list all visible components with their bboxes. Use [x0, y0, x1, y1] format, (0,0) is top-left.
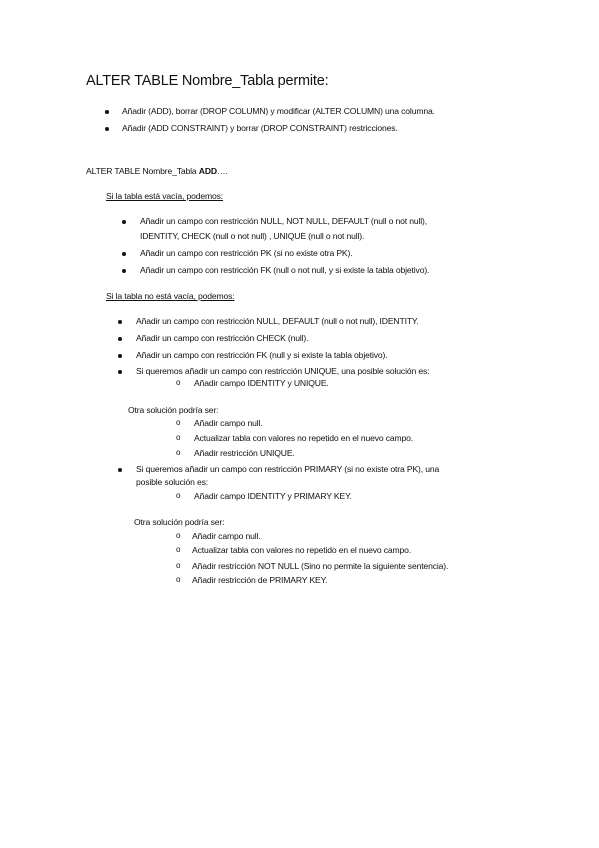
page-title: ALTER TABLE Nombre_Tabla permite: — [86, 73, 329, 89]
bullet-dot — [122, 220, 126, 224]
empty-item: Añadir un campo con restricción PK (si no existe otra PK). — [140, 248, 353, 258]
primary-item-continued: posible solución es: — [136, 477, 209, 487]
nonempty-item: Añadir un campo con restricción FK (null y si existe la tabla objetivo). — [136, 350, 388, 360]
nonempty-item: Añadir un campo con restricción CHECK (null). — [136, 333, 309, 343]
unique-sub-item: Añadir campo IDENTITY y UNIQUE. — [194, 378, 329, 388]
primary-alt-item: Añadir restricción NOT NULL (Sino no permite la siguiente sentencia). — [192, 561, 449, 571]
primary-alt-item: Añadir restricción de PRIMARY KEY. — [192, 575, 328, 585]
primary-item: Si queremos añadir un campo con restricción PRIMARY (si no existe otra PK), una — [136, 464, 440, 474]
nonempty-item: Añadir un campo con restricción NULL, DEFAULT (null o not null), IDENTITY. — [136, 316, 419, 326]
sub-bullet-icon: o — [176, 531, 181, 540]
bullet-dot — [118, 337, 122, 341]
intro-item: Añadir (ADD CONSTRAINT) y borrar (DROP CONSTRAINT) restricciones. — [122, 123, 398, 133]
primary-sub-item: Añadir campo IDENTITY y PRIMARY KEY. — [194, 491, 352, 501]
sub-bullet-icon: o — [176, 575, 181, 584]
sub-bullet-icon: o — [176, 491, 181, 500]
bullet-dot — [122, 269, 126, 273]
syntax-suffix: …. — [216, 166, 228, 176]
syntax-line — [86, 166, 228, 176]
bullet-dot — [105, 110, 109, 114]
empty-item: Añadir un campo con restricción FK (null o not null, y si existe la tabla objetivo). — [140, 265, 430, 275]
primary-alt-item: Actualizar tabla con valores no repetido en el nuevo campo. — [192, 545, 412, 555]
unique-alt-item: Añadir campo null. — [194, 418, 263, 428]
empty-item-continued: IDENTITY, CHECK (null o not null) , UNIQUE (null o not null). — [140, 231, 365, 241]
sub-bullet-icon: o — [176, 418, 181, 427]
bullet-dot — [118, 320, 122, 324]
primary-alt-item: Añadir campo null. — [192, 531, 261, 541]
section-heading-empty: Si la tabla está vacía, podemos: — [106, 191, 224, 201]
intro-item: Añadir (ADD), borrar (DROP COLUMN) y modificar (ALTER COLUMN) una columna. — [122, 106, 435, 116]
bullet-dot — [118, 468, 122, 472]
other-solution-label: Otra solución podría ser: — [134, 517, 225, 527]
bullet-dot — [122, 252, 126, 256]
other-solution-label: Otra solución podría ser: — [128, 405, 219, 415]
syntax-keyword: ADD — [198, 166, 217, 176]
sub-bullet-icon: o — [176, 561, 181, 570]
sub-bullet-icon: o — [176, 545, 181, 554]
bullet-dot — [118, 354, 122, 358]
bullet-dot — [105, 127, 109, 131]
sub-bullet-icon: o — [176, 448, 181, 457]
sub-bullet-icon: o — [176, 378, 181, 387]
nonempty-item: Si queremos añadir un campo con restricción UNIQUE, una posible solución es: — [136, 366, 430, 376]
syntax-prefix: ALTER TABLE Nombre_Tabla — [86, 166, 199, 176]
bullet-dot — [118, 370, 122, 374]
unique-alt-item: Añadir restricción UNIQUE. — [194, 448, 295, 458]
sub-bullet-icon: o — [176, 433, 181, 442]
empty-item: Añadir un campo con restricción NULL, NOT NULL, DEFAULT (null o not null), — [140, 216, 427, 226]
section-heading-nonempty: Si la tabla no está vacía, podemos: — [106, 291, 235, 301]
unique-alt-item: Actualizar tabla con valores no repetido en el nuevo campo. — [194, 433, 414, 443]
